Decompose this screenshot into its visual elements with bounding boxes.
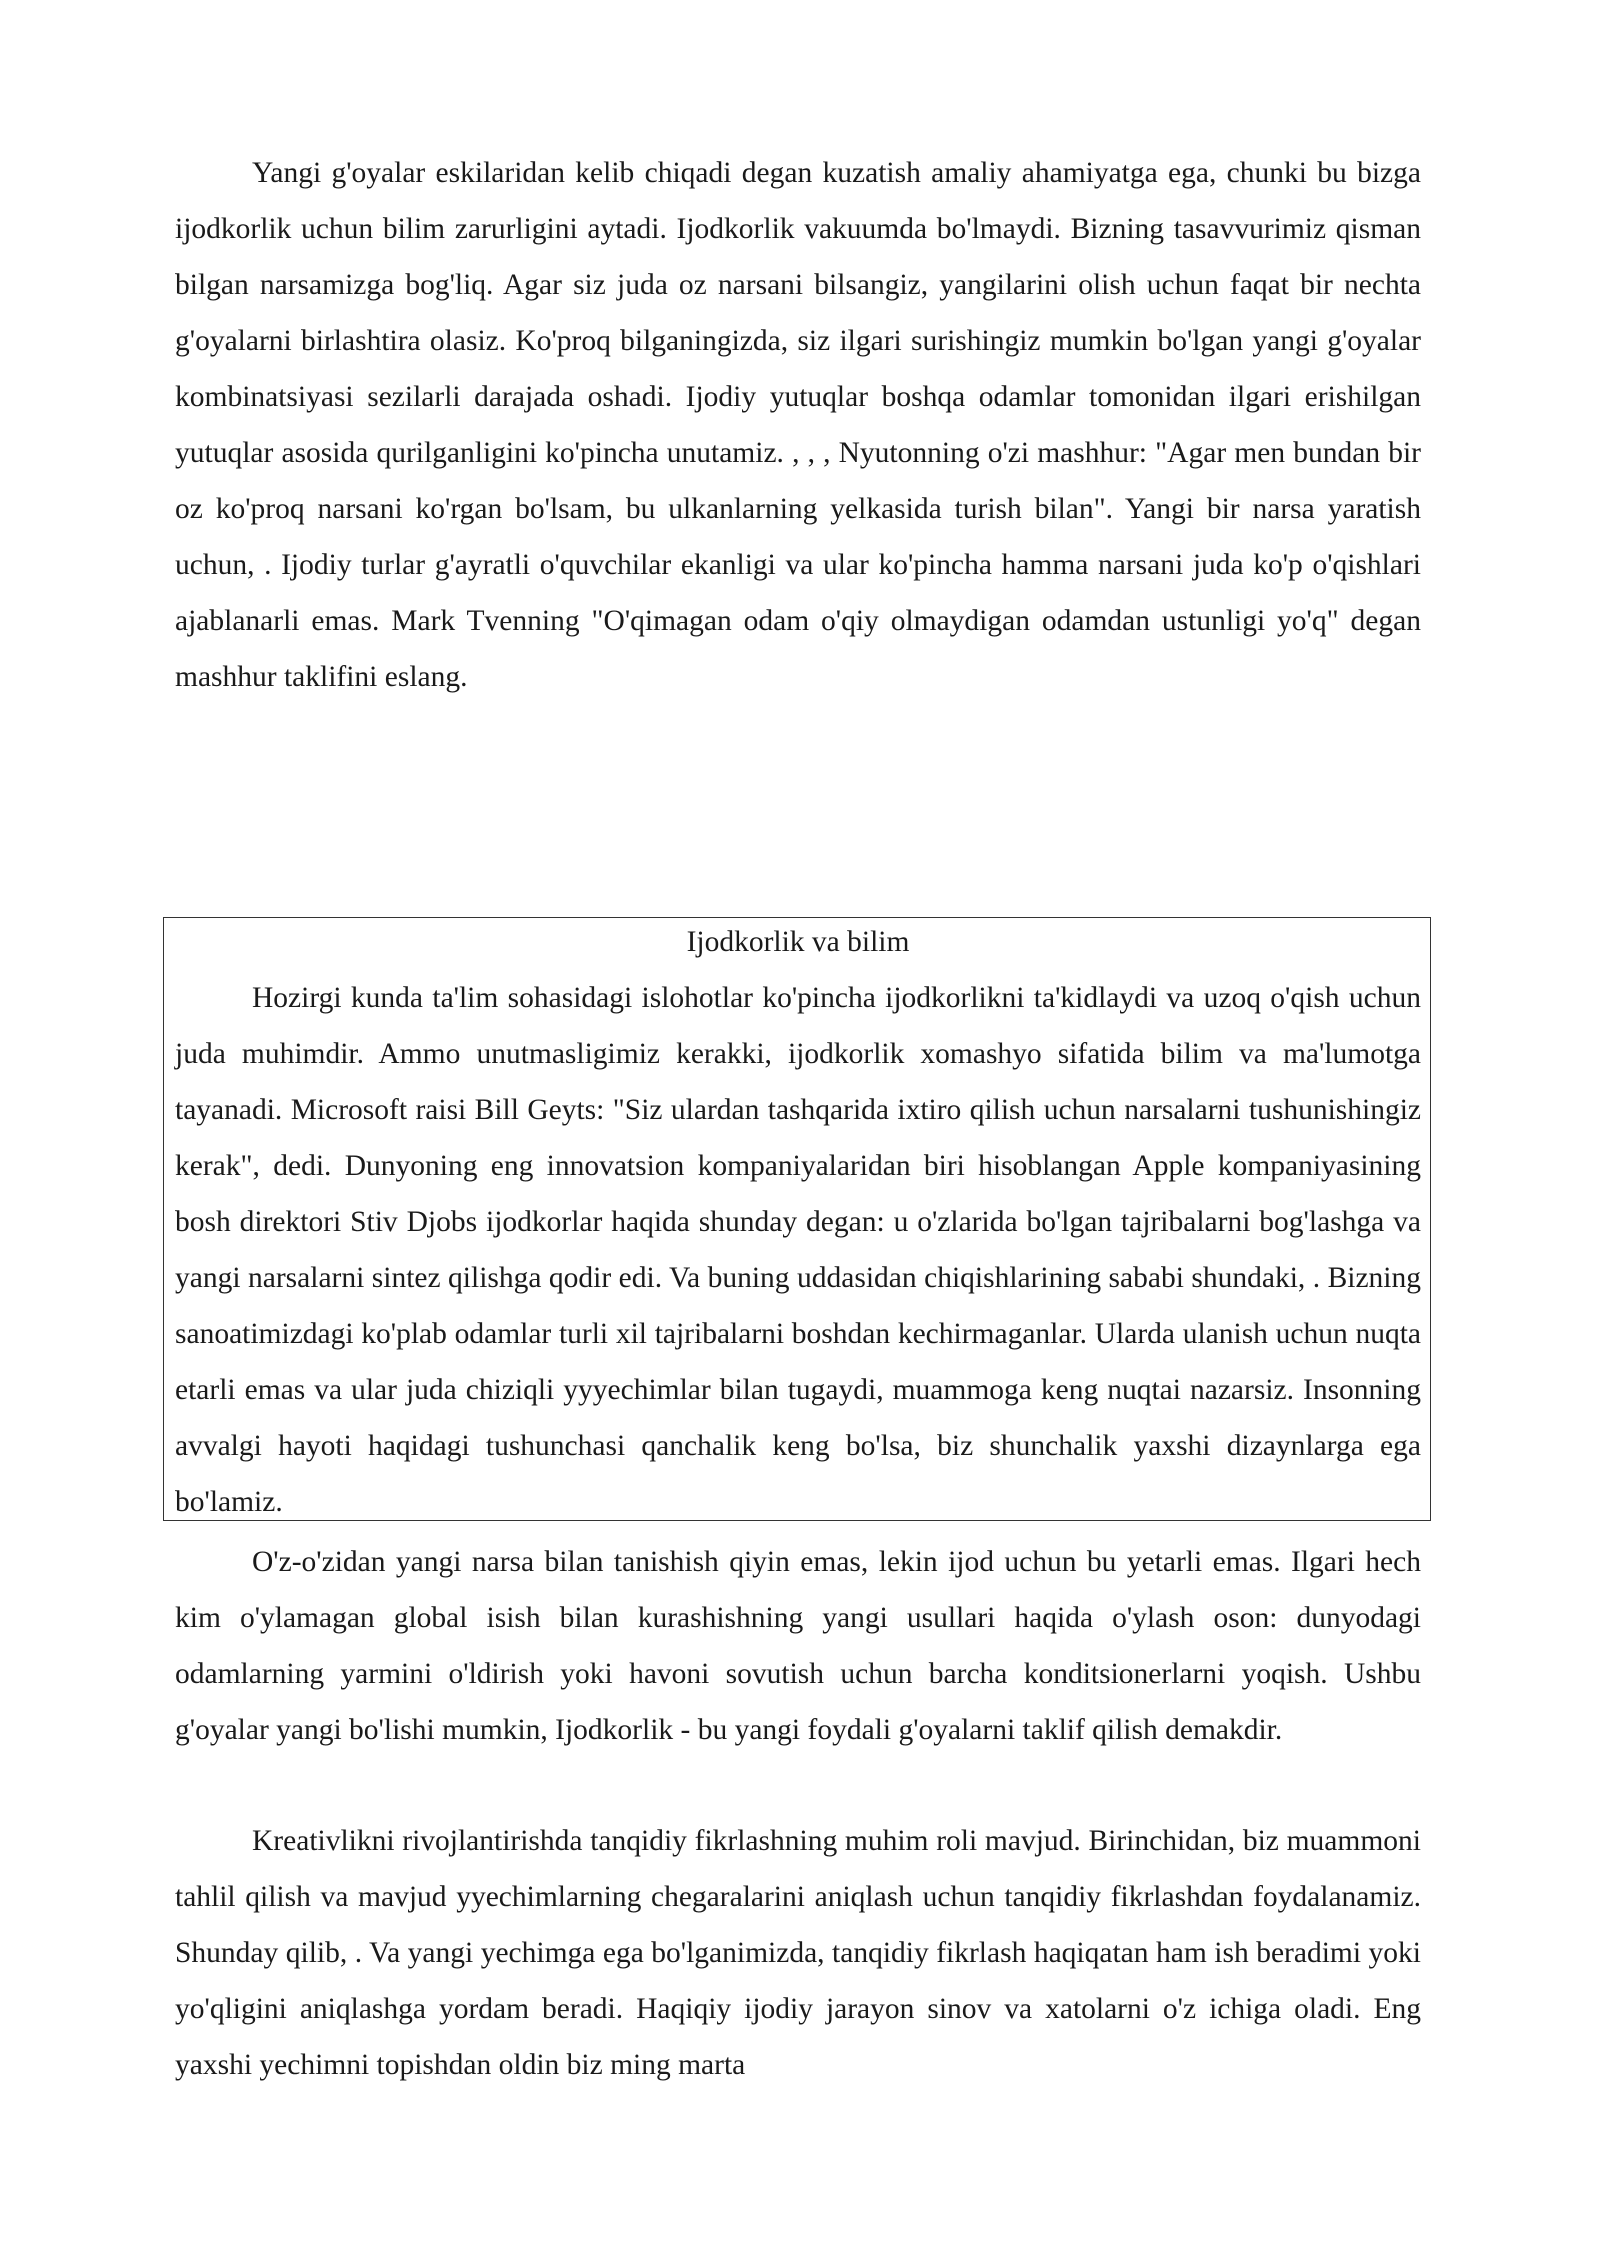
paragraph-creativity-knowledge-intro: Yangi g'oyalar eskilaridan kelib chiqadi degan kuzatish amaliy ahamiyatga ega, chunki bu bizga ijodkorlik uchun bilim zarurligini aytadi. Ijodkorlik vakuumda bo'lmaydi. Bizning tasavvurimiz qisman bilgan narsamizga bog'liq. Agar siz juda oz narsani bilsangiz, yangilarini olish uchun faqat bir nechta g'oyalarni birlashtira olasiz. Ko'proq bilganingizda, siz ilgari surishingiz mumkin bo'lgan yangi g'oyalar kombinatsiyasi sezilarli darajada oshadi. Ijodiy yutuqlar boshqa odamlar tomonidan ilgari erishilgan yutuqlar asosida qurilganligini ko'pincha unutamiz. , , , Nyutonning o'zi mashhur: "Agar men bundan bir oz ko'proq narsani ko'rgan bo'lsam, bu ulkanlarning yelkasida turish bilan". Yangi bir narsa yaratish uchun, . Ijodiy turlar g'ayratli o'quvchilar ekanligi va ular ko'pincha hamma narsani juda ko'p o'qishlari ajablanarli emas. Mark Tvenning "O'qimagan odam o'qiy olmaydigan odamdan ustunligi yo'q" degan mashhur taklifini eslang. [175,157,1421,693]
paragraph-critical-thinking: Kreativlikni rivojlantirishda tanqidiy fikrlashning muhim roli mavjud. Birinchidan, biz muammoni tahlil qilish va mavjud yyechimlarning chegaralarini aniqlash uchun tanqidiy fikrlashdan foydalanamiz. Shunday qilib, . Va yangi yechimga ega bo'lganimizda, tanqidiy fikrlash haqiqatan ham ish beradimi yoki yo'qligini aniqlashga yordam beradi. Haqiqiy ijodiy jarayon sinov va xatolarni o'z ichiga oladi. Eng yaxshi yechimni topishdan oldin biz ming marta [175,1825,1421,2081]
box-title: Ijodkorlik va bilim [686,926,910,958]
box-paragraph: Hozirgi kunda ta'lim sohasidagi islohotlar ko'pincha ijodkorlikni ta'kidlaydi va uzoq o'qish uchun juda muhimdir. Ammo unutmasligimiz kerakki, ijodkorlik xomashyo sifatida bilim va ma'lumotga tayanadi. Microsoft raisi Bill Geyts: "Siz ulardan tashqarida ixtiro qilish uchun narsalarni tushunishingiz kerak", dedi. Dunyoning eng innovatsion kompaniyalaridan biri hisoblangan Apple kompaniyasining bosh direktori Stiv Djobs ijodkorlar haqida shunday degan: u o'zlarida bo'lgan tajribalarni bog'lashga va yangi narsalarni sintez qilishga qodir edi. Va buning uddasidan chiqishlarining sababi shundaki, . Bizning sanoatimizdagi ko'plab odamlar turli xil tajribalarni boshdan kechirmaganlar. Ularda ulanish uchun nuqta etarli emas va ular juda chiziqli yyyechimlar bilan tugaydi, muammoga keng nuqtai nazarsiz. Insonning avvalgi hayoti haqidagi tushunchasi qanchalik keng bo'lsa, biz shunchalik yaxshi dizaynlarga ega bo'lamiz. [175,982,1421,1518]
paragraph-novelty: O'z-o'zidan yangi narsa bilan tanishish qiyin emas, lekin ijod uchun bu yetarli emas. Ilgari hech kim o'ylamagan global isish bilan kurashishning yangi usullari haqida o'ylash oson: dunyodagi odamlarning yarmini o'ldirish yoki havoni sovutish uchun barcha konditsionerlarni yoqish. Ushbu g'oyalar yangi bo'lishi mumkin, Ijodkorlik - bu yangi foydali g'oyalarni taklif qilish demakdir. [175,1546,1421,1746]
